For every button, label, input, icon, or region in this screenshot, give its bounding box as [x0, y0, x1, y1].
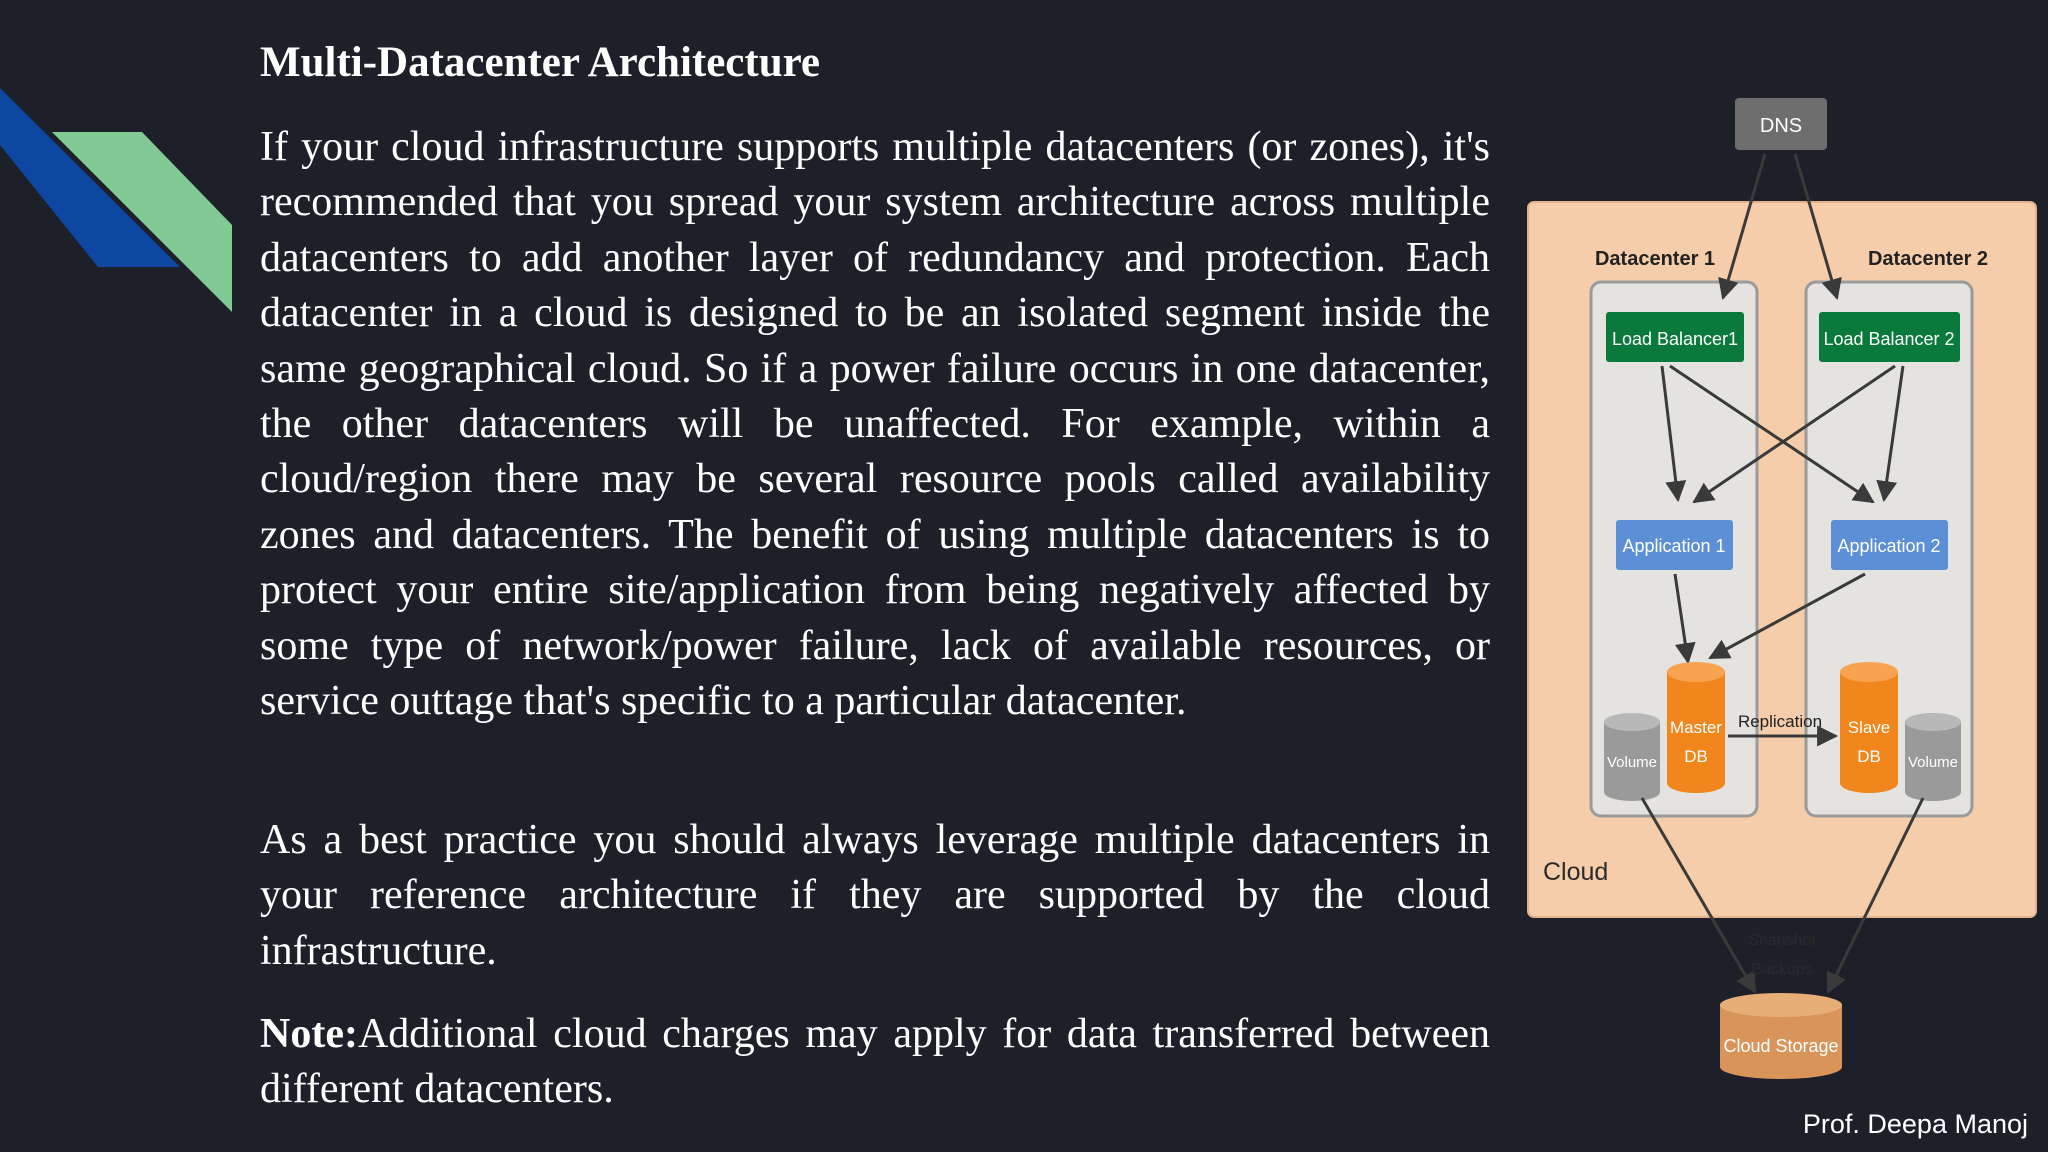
dns-label: DNS: [1759, 115, 1803, 137]
master-db-label-1: Master: [1670, 718, 1722, 737]
snapshot-label-2: Backups: [1751, 961, 1813, 978]
volume-2-label: Volume: [1907, 754, 1959, 771]
cloud-storage-label: Cloud Storage: [1723, 1036, 1839, 1056]
load-balancer-2-label: Load Balancer 2: [1823, 329, 1955, 349]
paragraph-best-practice: As a best practice you should always leverage multiple datacenters in your reference architecture if they are supported by the cloud infrastructure.: [260, 817, 1490, 974]
application-1-label: Application 1: [1622, 536, 1726, 556]
datacenter-2-label: Datacenter 2: [1867, 248, 1989, 270]
slave-db-label-2: DB: [1857, 747, 1881, 766]
multi-datacenter-diagram: [1520, 90, 2040, 1090]
paragraph-note: [260, 1007, 1490, 1118]
note-text: Additional cloud charges may apply for data transferred between different datacenters.: [260, 1011, 1490, 1113]
paragraph-intro: If your cloud infrastructure supports multiple datacenters (or zones), it's recommended that you spread your system architecture across multiple datacenters to add another layer of redundancy and protection. Each datacenter in a cloud is designed to be an isolated segment inside the same geographical cloud. So if a power failure occurs in one datacenter, the other datacenters will be unaffected. For example, within a cloud/region there may be several resource pools called availability zones and datacenters. The benefit of using multiple datacenters is to protect your entire site/application from being negatively affected by some type of network/power failure, lack of available resources, or service outtage that's specific to a particular datacenter.: [260, 124, 1490, 725]
load-balancer-1-label: Load Balancer1: [1611, 329, 1739, 349]
author-footer: Prof. Deepa Manoj: [1802, 1109, 2028, 1139]
datacenter-1-label: Datacenter 1: [1594, 248, 1716, 270]
note-label: Note:: [260, 1011, 358, 1057]
application-2-label: Application 2: [1837, 536, 1941, 556]
volume-1-label: Volume: [1606, 754, 1658, 771]
slave-db-label-1: Slave: [1847, 718, 1891, 737]
decorative-stripes: [0, 0, 240, 320]
cloud-label: Cloud: [1543, 858, 1609, 886]
snapshot-label-1: Snapshot: [1748, 932, 1816, 949]
master-db-label-2: DB: [1684, 747, 1708, 766]
slide-title: Multi-Datacenter Architecture: [260, 39, 821, 86]
replication-label: Replication: [1737, 712, 1823, 731]
